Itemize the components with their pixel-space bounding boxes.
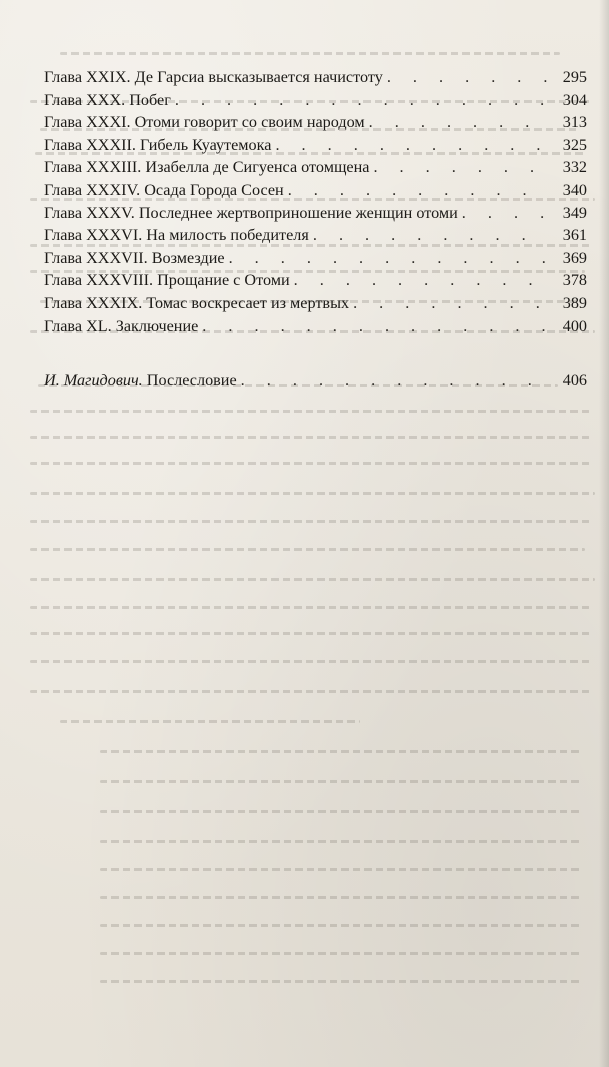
section-gap: [44, 337, 587, 369]
toc-entry[interactable]: [44, 315, 587, 338]
toc-entry-page: 400: [562, 316, 587, 335]
leader-dots: [369, 111, 547, 134]
toc-entry-title: Глава XXXI. Отоми говорит со своим народом: [44, 113, 365, 132]
toc-entry-page: 389: [562, 293, 587, 312]
toc-entry[interactable]: [44, 247, 587, 270]
toc-entry-page: 378: [562, 271, 587, 290]
leader-dots: [294, 269, 547, 292]
toc-entry[interactable]: [44, 156, 587, 179]
toc-afterword-title: [44, 369, 237, 392]
toc-entry-title: Глава XXX. Побег: [44, 90, 171, 109]
toc-entry[interactable]: [44, 269, 587, 292]
toc-entry-page: 325: [562, 135, 587, 154]
toc-entry-page: 332: [562, 158, 587, 177]
leader-dots: [353, 292, 547, 315]
toc-entry-title: Глава XXXVIII. Прощание с Отоми: [44, 271, 290, 290]
toc-entry-title: Глава XXIX. Де Гарсиа высказывается начистоту: [44, 68, 383, 86]
toc-entry[interactable]: [44, 179, 587, 202]
table-of-contents: [44, 66, 587, 392]
leader-dots: [275, 134, 547, 157]
toc-entry-title: Глава XXXIV. Осада Города Сосен: [44, 180, 284, 199]
toc-entry[interactable]: [44, 111, 587, 134]
toc-afterword-entry[interactable]: [44, 369, 587, 392]
afterword-author: И. Магидович.: [44, 371, 143, 390]
toc-entry[interactable]: [44, 224, 587, 247]
toc-entry[interactable]: [44, 89, 587, 112]
toc-entry-page: 369: [562, 248, 587, 267]
toc-entry-page: 340: [562, 180, 587, 199]
toc-entry-title: Глава XXXIX. Томас воскресает из мертвых: [44, 293, 350, 312]
toc-entry[interactable]: [44, 202, 587, 225]
leader-dots: [387, 66, 547, 89]
toc-entry-page: 361: [562, 226, 587, 245]
leader-dots: [288, 179, 547, 202]
toc-entry[interactable]: [44, 292, 587, 315]
toc-entry-page: 304: [562, 90, 587, 109]
toc-entry-title: Глава XXXVII. Возмездие: [44, 248, 225, 267]
leader-dots: [373, 156, 547, 179]
afterword-label: Послесловие: [146, 371, 237, 390]
toc-entry-title: Глава XXXIII. Изабелла де Сигуенса отомщена: [44, 158, 370, 177]
toc-entry-page: 295: [562, 68, 587, 86]
leader-dots: [229, 247, 547, 270]
toc-entry-title: Глава XL. Заключение: [44, 316, 199, 335]
leader-dots: [202, 315, 547, 338]
leader-dots: [462, 202, 547, 225]
toc-entry[interactable]: [44, 66, 587, 89]
page-edge-shadow: [599, 0, 609, 1067]
leader-dots: [241, 369, 547, 392]
toc-entry-title: Глава XXXV. Последнее жертвоприношение женщин отоми: [44, 203, 458, 222]
toc-entry-title: Глава XXXVI. На милость победителя: [44, 226, 309, 245]
toc-entry-page: 349: [562, 203, 587, 222]
leader-dots: [313, 224, 547, 247]
toc-entry[interactable]: [44, 134, 587, 157]
toc-afterword-page: 406: [562, 371, 587, 390]
leader-dots: [175, 89, 547, 112]
toc-entry-title: Глава XXXII. Гибель Куаутемока: [44, 135, 272, 154]
toc-entry-page: 313: [562, 113, 587, 132]
